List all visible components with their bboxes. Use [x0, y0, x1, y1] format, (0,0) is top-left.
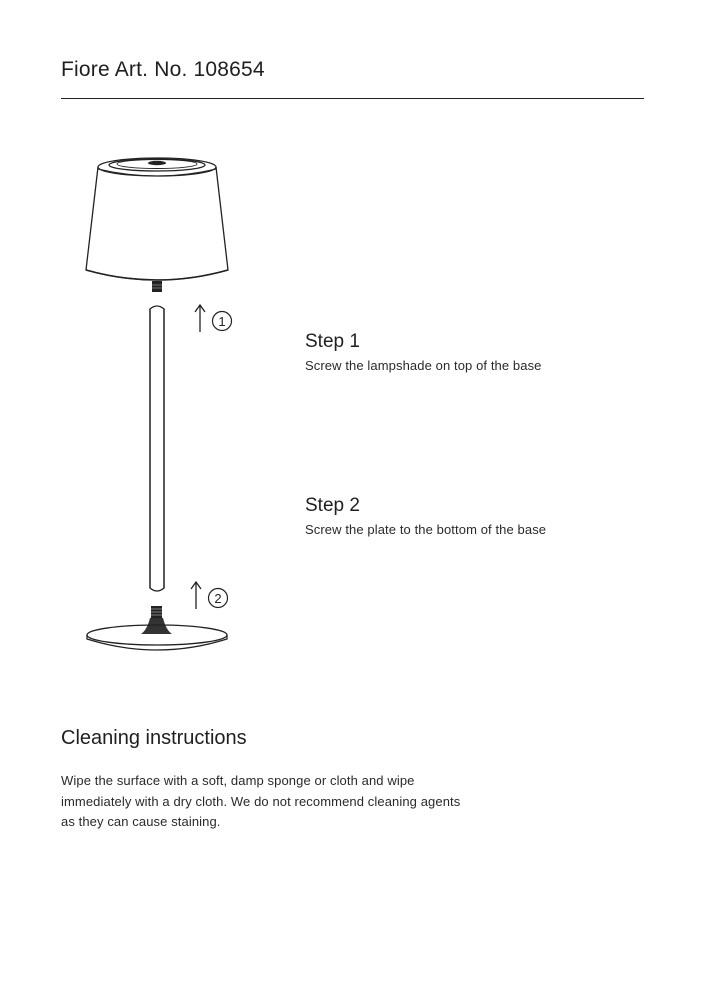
step-2-marker [209, 589, 228, 608]
arrow-up-icon [195, 305, 205, 332]
step-2 [305, 496, 546, 538]
step-1-description: Screw the lampshade on top of the base [305, 358, 542, 373]
cleaning-heading: Cleaning instructions [61, 727, 247, 749]
step-1 [305, 332, 542, 374]
step-2-marker-label: 2 [214, 591, 222, 606]
lampshade [86, 158, 228, 280]
step-1-title: Step 1 [305, 331, 360, 352]
step-1-marker-label: 1 [218, 314, 226, 329]
step-2-description: Screw the plate to the bottom of the base [305, 522, 547, 537]
arrow-up-icon [191, 582, 201, 609]
cleaning-body: Wipe the surface with a soft, damp sponge or cloth and wipe immediately with a dry cloth. We do not recommend cleaning agents as they can cause staining. [61, 773, 461, 829]
bottom-connector [141, 606, 172, 634]
top-connector [152, 281, 162, 292]
page-title: Fiore Art. No. 108654 [61, 58, 265, 81]
step-1-marker [213, 312, 232, 331]
step-2-title: Step 2 [305, 495, 360, 516]
lamp-stem [150, 306, 164, 591]
